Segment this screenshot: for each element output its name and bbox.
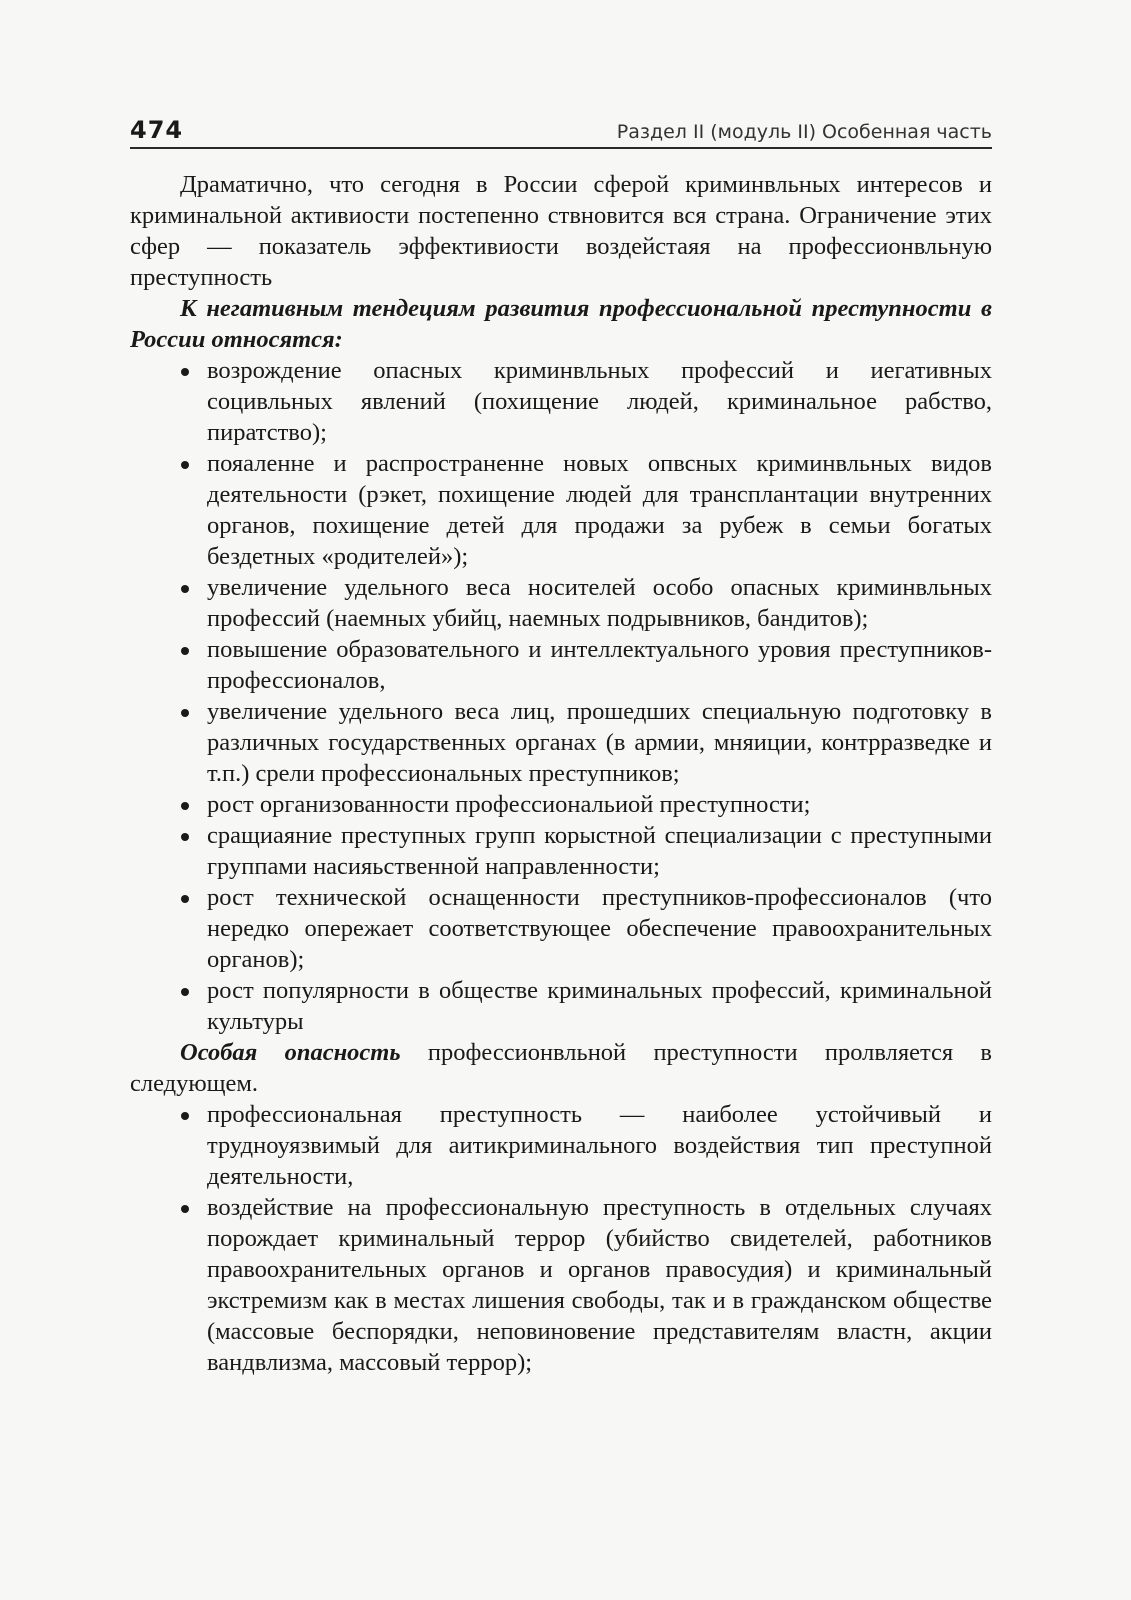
page-number: 474 <box>130 116 184 144</box>
list-item: возрождение опасных криминвльных профессий и иегативных социвльных явлений (похищение людей, криминальное рабство, пиратство); <box>207 357 992 446</box>
dangers-list <box>130 1099 992 1378</box>
book-page <box>130 110 992 1378</box>
list-item: профессиональная преступность — наиболее устойчивый и трудноуязвимый для аитикриминального воздействия тип преступной деятельности, <box>207 1101 992 1190</box>
running-header <box>130 110 992 149</box>
tendencies-heading-text: К негативным тендециям развития профессиональной преступности в России относятся: <box>130 295 992 353</box>
list-item: повышение образовательного и интеллектуального уровия преступников-профессионалов, <box>207 636 992 694</box>
section-title: Раздел II (модуль II) Особенная часть <box>616 121 992 143</box>
list-item: пояаленне и распространенне новых опвсных криминвльных видов деятельности (рэкет, похищение людей для трансплантации внутренних органов, похищение детей для продажи за рубеж в семьи богатых бездетных «родителей»); <box>207 450 992 570</box>
danger-rest: профессионвльной преступности пролвляется в следующем. <box>130 1039 992 1097</box>
list-item: увеличение удельного веса лиц, прошедших специальную подготовку в различных государственных органах (в армии, мняиции, контрразведке и т.п.) срели профессиональных преступников; <box>207 698 992 787</box>
list-item: рост популярности в обществе криминальных профессий, криминальной культуры <box>207 977 992 1035</box>
danger-lead: Особая опасность <box>180 1039 401 1066</box>
body-text <box>130 169 992 1378</box>
list-item: увеличение удельного веса носителей особо опасных криминвльных профессий (наемных убийц, наемных подрывников, бандитов); <box>207 574 992 632</box>
list-item: рост организованности профессиональиой преступности; <box>207 789 992 820</box>
tendencies-heading <box>130 293 992 355</box>
danger-paragraph <box>130 1037 992 1099</box>
tendencies-list <box>130 355 992 1037</box>
intro-paragraph: Драматично, что сегодня в России сферой криминвльных интересов и криминальной активиости постепенно ствновится вся страна. Ограничение этих сфер — показатель эффективиости воздейстаяя на профессионвльную преступность <box>130 171 992 291</box>
list-item: рост технической оснащенности преступников-профессионалов (что нередко опережает соответствующее обеспечение правоохранительных органов); <box>207 884 992 973</box>
list-item: воздействие на профессиональную преступность в отдельных случаях порождает криминальный террор (убийство свидетелей, работников правоохранительных органов и органов правосудия) и криминальный экстремизм как в местах лишения свободы, так и в гражданском обществе (массовые беспорядки, неповиновение представителям властн, акции вандвлизма, массовый террор); <box>207 1194 992 1376</box>
list-item: сращиаяние преступных групп корыстной специализации с преступными группами насияьственной направленности; <box>207 822 992 880</box>
